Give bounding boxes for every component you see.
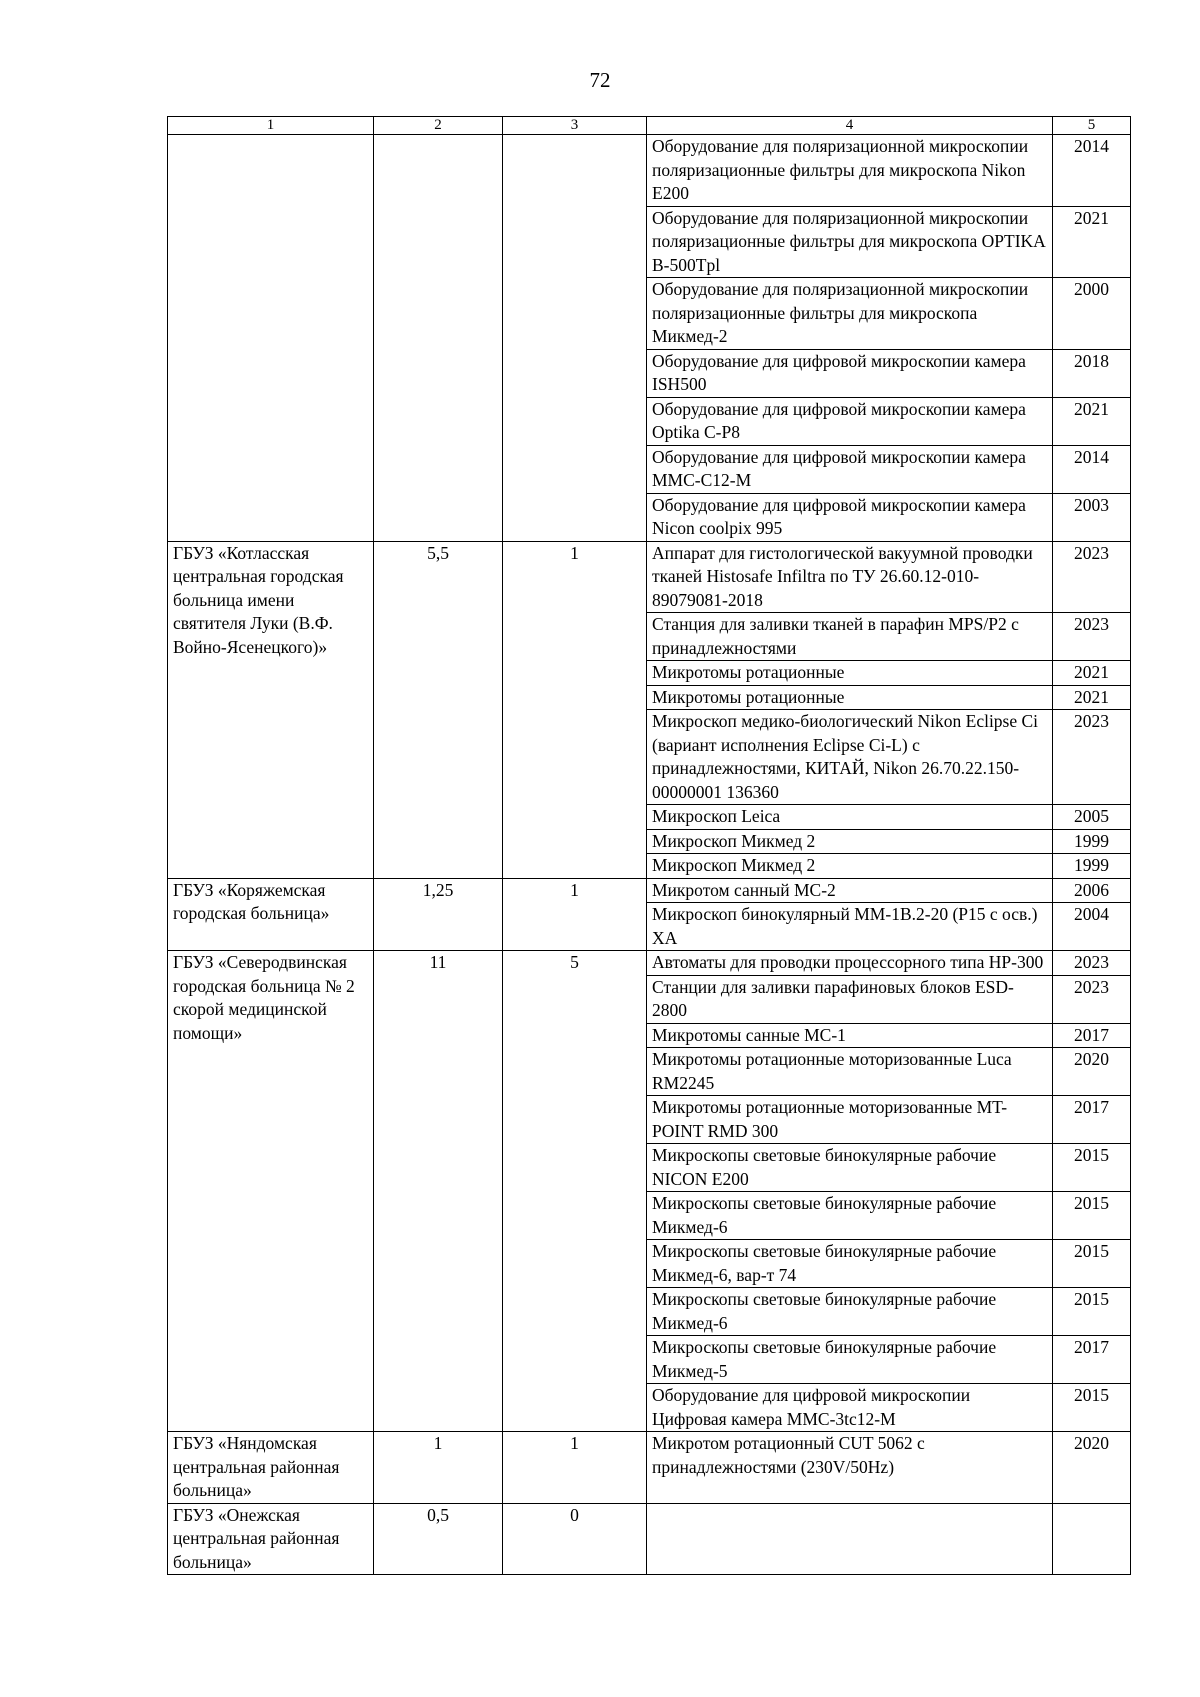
unit-count-cell: 1 (503, 1432, 647, 1504)
column-number: 4 (647, 117, 1053, 135)
year-cell: 2020 (1053, 1432, 1131, 1504)
equipment-name-cell: Станции для заливки парафиновых блоков ESD-2800 (647, 975, 1053, 1023)
year-cell: 2017 (1053, 1336, 1131, 1384)
equipment-name-cell: Микроскопы световые бинокулярные рабочие Микмед-6, вар-т 74 (647, 1240, 1053, 1288)
year-cell: 2015 (1053, 1384, 1131, 1432)
equipment-name-cell: Микротомы ротационные моторизованные Luca RM2245 (647, 1048, 1053, 1096)
staff-count-cell: 5,5 (374, 541, 503, 878)
unit-count-cell: 0 (503, 1503, 647, 1575)
organization-cell: ГБУЗ «Коряжемская городская больница» (168, 878, 374, 951)
staff-count-cell: 1,25 (374, 878, 503, 951)
equipment-name-cell: Микроскопы световые бинокулярные рабочие Микмед-5 (647, 1336, 1053, 1384)
year-cell: 2017 (1053, 1023, 1131, 1048)
year-cell: 2005 (1053, 805, 1131, 830)
equipment-name-cell: Автоматы для проводки процессорного типа HP-300 (647, 951, 1053, 976)
table-row (168, 1432, 1131, 1504)
equipment-name-cell (647, 1503, 1053, 1575)
year-cell: 2023 (1053, 613, 1131, 661)
equipment-name-cell: Микроскоп Leica (647, 805, 1053, 830)
table-row (168, 878, 1131, 903)
equipment-name-cell: Микротом ротационный CUT 5062 с принадлежностями (230V/50Hz) (647, 1432, 1053, 1504)
table-row (168, 135, 1131, 207)
year-cell: 2000 (1053, 278, 1131, 350)
column-number-row (168, 117, 1131, 135)
page-number: 72 (589, 68, 611, 92)
equipment-name-cell: Микроскоп Микмед 2 (647, 829, 1053, 854)
equipment-name-cell: Оборудование для цифровой микроскопии камера Optika C-P8 (647, 397, 1053, 445)
table-row (168, 951, 1131, 976)
year-cell: 2021 (1053, 661, 1131, 686)
equipment-name-cell: Микроскопы световые бинокулярные рабочие Микмед-6 (647, 1192, 1053, 1240)
year-cell: 2015 (1053, 1144, 1131, 1192)
year-cell: 2018 (1053, 349, 1131, 397)
equipment-name-cell: Оборудование для поляризационной микроскопии поляризационные фильтры для микроскопа Nikon E200 (647, 135, 1053, 207)
year-cell: 2004 (1053, 903, 1131, 951)
equipment-name-cell: Микротом санный МС-2 (647, 878, 1053, 903)
year-cell: 2021 (1053, 206, 1131, 278)
year-cell: 2021 (1053, 685, 1131, 710)
equipment-name-cell: Микротомы ротационные (647, 661, 1053, 686)
equipment-name-cell: Микротомы ротационные моторизованные MT-POINT RMD 300 (647, 1096, 1053, 1144)
year-cell: 2023 (1053, 951, 1131, 976)
year-cell: 2015 (1053, 1192, 1131, 1240)
equipment-name-cell: Микротомы ротационные (647, 685, 1053, 710)
equipment-name-cell: Микроскоп медико-биологический Nikon Eclipse Ci (вариант исполнения Eclipse Ci-L) с принадлежностями, КИТАЙ, Nikon 26.70.22.150-00000001 136360 (647, 710, 1053, 805)
unit-count-cell: 1 (503, 541, 647, 878)
unit-count-cell: 5 (503, 951, 647, 1432)
organization-cell: ГБУЗ «Котласская центральная городская больница имени святителя Луки (В.Ф. Войно-Ясенецкого)» (168, 541, 374, 878)
year-cell: 2023 (1053, 710, 1131, 805)
year-cell: 2023 (1053, 975, 1131, 1023)
year-cell: 2006 (1053, 878, 1131, 903)
equipment-name-cell: Станция для заливки тканей в парафин MPS/P2 с принадлежностями (647, 613, 1053, 661)
year-cell (1053, 1503, 1131, 1575)
staff-count-cell: 1 (374, 1432, 503, 1504)
column-number: 3 (503, 117, 647, 135)
equipment-name-cell: Оборудование для цифровой микроскопии Цифровая камера MMC-3tc12-M (647, 1384, 1053, 1432)
year-cell: 2017 (1053, 1096, 1131, 1144)
column-number: 1 (168, 117, 374, 135)
equipment-name-cell: Аппарат для гистологической вакуумной проводки тканей Histosafe Infiltra по ТУ 26.60.12-010-89079081-2018 (647, 541, 1053, 613)
staff-count-cell: 11 (374, 951, 503, 1432)
year-cell: 2015 (1053, 1288, 1131, 1336)
year-cell: 2014 (1053, 445, 1131, 493)
staff-count-cell: 0,5 (374, 1503, 503, 1575)
organization-cell (168, 135, 374, 542)
unit-count-cell: 1 (503, 878, 647, 951)
year-cell: 2003 (1053, 493, 1131, 541)
year-cell: 2015 (1053, 1240, 1131, 1288)
equipment-name-cell: Оборудование для цифровой микроскопии камера Nicon coolpix 995 (647, 493, 1053, 541)
staff-count-cell (374, 135, 503, 542)
year-cell: 2021 (1053, 397, 1131, 445)
table-row (168, 541, 1131, 613)
organization-cell: ГБУЗ «Няндомская центральная районная больница» (168, 1432, 374, 1504)
equipment-name-cell: Микроскопы световые бинокулярные рабочие Микмед-6 (647, 1288, 1053, 1336)
column-number: 5 (1053, 117, 1131, 135)
equipment-name-cell: Микроскопы световые бинокулярные рабочие NICON E200 (647, 1144, 1053, 1192)
column-number: 2 (374, 117, 503, 135)
year-cell: 2014 (1053, 135, 1131, 207)
equipment-name-cell: Оборудование для цифровой микроскопии камера MMC-C12-M (647, 445, 1053, 493)
year-cell: 1999 (1053, 829, 1131, 854)
equipment-name-cell: Микроскоп Микмед 2 (647, 854, 1053, 879)
unit-count-cell (503, 135, 647, 542)
equipment-table (167, 116, 1131, 1575)
table-row (168, 1503, 1131, 1575)
equipment-name-cell: Оборудование для поляризационной микроскопии поляризационные фильтры для микроскопа OPTIKA B-500Tpl (647, 206, 1053, 278)
year-cell: 2020 (1053, 1048, 1131, 1096)
equipment-name-cell: Оборудование для цифровой микроскопии камера ISH500 (647, 349, 1053, 397)
year-cell: 2023 (1053, 541, 1131, 613)
year-cell: 1999 (1053, 854, 1131, 879)
organization-cell: ГБУЗ «Онежская центральная районная больница» (168, 1503, 374, 1575)
equipment-name-cell: Микротомы санные МС-1 (647, 1023, 1053, 1048)
equipment-name-cell: Микроскоп бинокулярный ММ-1В.2-20 (Р15 с осв.) ХА (647, 903, 1053, 951)
organization-cell: ГБУЗ «Северодвинская городская больница № 2 скорой медицинской помощи» (168, 951, 374, 1432)
equipment-name-cell: Оборудование для поляризационной микроскопии поляризационные фильтры для микроскопа Микмед-2 (647, 278, 1053, 350)
